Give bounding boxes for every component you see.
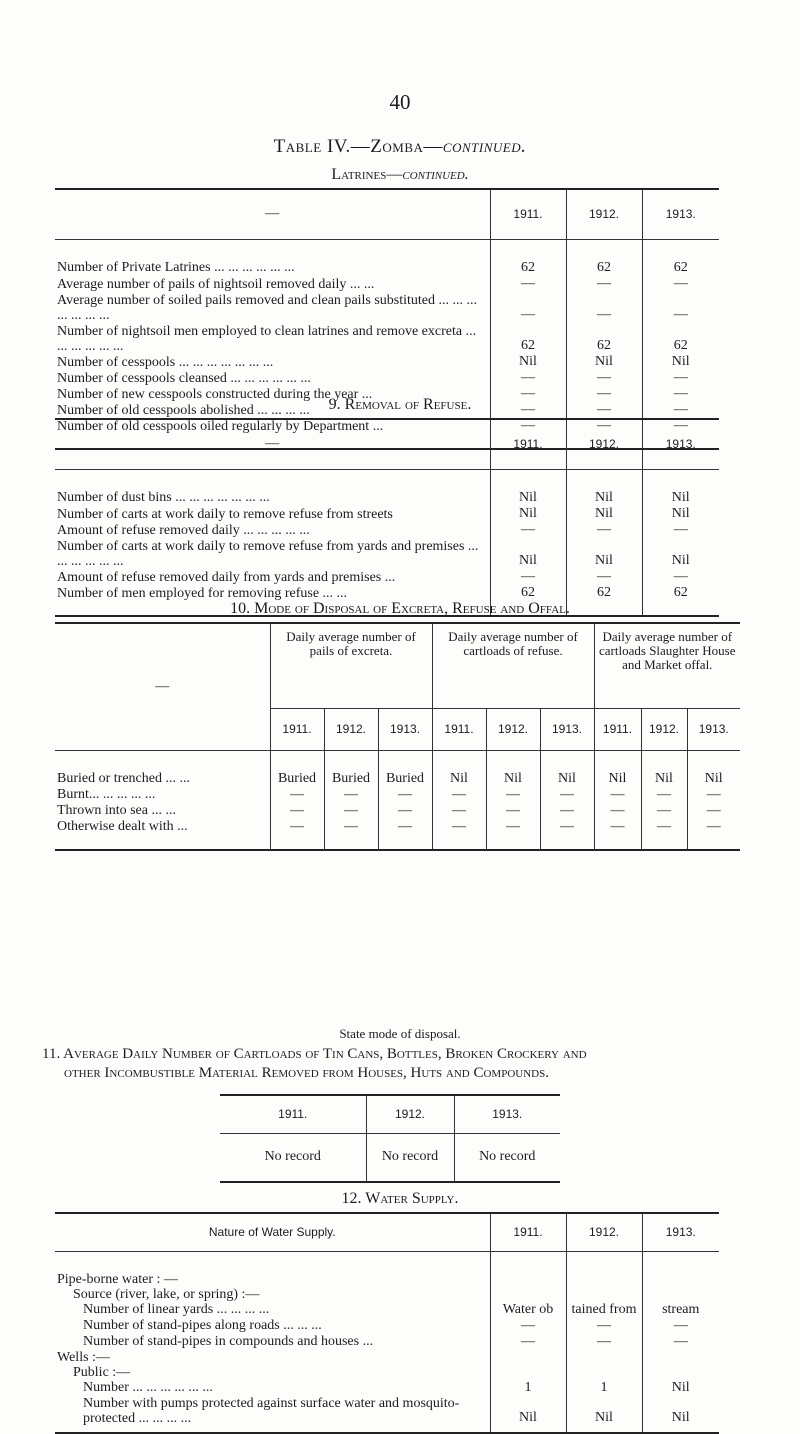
latrines-cell: — bbox=[673, 275, 688, 291]
latrines-row-label: Number of new cesspools constructed during the year ... bbox=[55, 386, 490, 402]
disposal-cell: — bbox=[378, 803, 432, 819]
water-cell bbox=[566, 1350, 642, 1365]
water-cell bbox=[490, 1350, 566, 1365]
disposal-row bbox=[55, 819, 740, 850]
latrines-year-header: 1913. bbox=[665, 207, 696, 222]
refuse-row-label: Amount of refuse removed daily ... ... ... ... ... bbox=[55, 522, 490, 538]
disposal-cell: — bbox=[270, 787, 324, 803]
latrines-cell: — bbox=[566, 276, 642, 292]
latrines-cell: 62 bbox=[490, 239, 566, 276]
latrines-cell: — bbox=[490, 292, 566, 323]
disposal-row-label: Thrown into sea ... ... bbox=[55, 803, 270, 819]
latrines-row-label: Number of old cesspools abolished ... ... ... ... bbox=[55, 402, 490, 418]
disposal-year-header: 1912. bbox=[641, 708, 687, 750]
latrines-cell: 62 bbox=[566, 239, 642, 276]
water-cell: tained from bbox=[566, 1302, 642, 1318]
latrines-row-label: Number of nightsoil men employed to clean latrines and remove excreta ... ... ... ... ... ... bbox=[55, 323, 490, 354]
refuse-year-header: 1911. bbox=[490, 419, 566, 469]
disposal-cell: — bbox=[270, 803, 324, 819]
latrines-row bbox=[55, 276, 719, 292]
water-cell: stream bbox=[662, 1301, 700, 1317]
cartloads-value: No record bbox=[366, 1133, 454, 1182]
cartloads-year-header: 1911. bbox=[220, 1095, 366, 1133]
latrines-row-label: Number of cesspools cleansed ... ... ... ... ... ... bbox=[55, 370, 490, 386]
refuse-cell: — bbox=[490, 569, 566, 585]
disposal-cell: — bbox=[706, 818, 721, 834]
disposal-group-header: Daily average number of pails of excreta. bbox=[270, 623, 432, 708]
refuse-heading: 9. Removal of Refuse. bbox=[328, 396, 472, 413]
latrines-row-label: Average number of soiled pails removed and clean pails substituted ... ... ... ... ... ... ... bbox=[55, 292, 490, 323]
water-cell: — bbox=[566, 1334, 642, 1350]
latrines-row-label: Number of old cesspools oiled regularly by Department ... bbox=[55, 418, 490, 449]
water-row-label: Source (river, lake, or spring) :— bbox=[55, 1287, 490, 1302]
disposal-row bbox=[55, 787, 740, 803]
water-row-label: Number of linear yards ... ... ... ... bbox=[55, 1302, 490, 1318]
cartloads-table bbox=[220, 1094, 560, 1183]
disposal-table bbox=[55, 622, 740, 851]
refuse-year-header: 1913. bbox=[665, 437, 696, 452]
water-cell bbox=[642, 1251, 719, 1287]
disposal-cell: — bbox=[324, 787, 378, 803]
water-row-label: Number of stand-pipes along roads ... ... ... bbox=[55, 1318, 490, 1334]
latrines-cell: — bbox=[490, 418, 566, 449]
refuse-cell: — bbox=[673, 521, 688, 537]
refuse-table bbox=[55, 418, 719, 617]
table-title: Table IV.—Zomba—continued. bbox=[273, 136, 527, 157]
latrines-cell: — bbox=[490, 276, 566, 292]
latrines-row bbox=[55, 370, 719, 386]
water-row bbox=[55, 1287, 719, 1302]
disposal-cell: — bbox=[432, 803, 486, 819]
disposal-cell: — bbox=[486, 803, 540, 819]
refuse-cell: Nil bbox=[566, 469, 642, 506]
refuse-cell: Nil bbox=[490, 506, 566, 522]
latrines-cell: — bbox=[566, 386, 642, 402]
disposal-row-label: Otherwise dealt with ... bbox=[55, 819, 270, 850]
latrines-cell: 62 bbox=[673, 259, 688, 275]
disposal-cell: — bbox=[641, 819, 687, 850]
disposal-cell: — bbox=[641, 787, 687, 803]
refuse-row bbox=[55, 538, 719, 569]
latrines-cell: Nil bbox=[671, 353, 690, 369]
latrines-cell: — bbox=[673, 385, 688, 401]
disposal-cell: — bbox=[432, 819, 486, 850]
disposal-year-header: 1911. bbox=[432, 708, 486, 750]
refuse-cell: Nil bbox=[490, 469, 566, 506]
cartloads-year-header: 1912. bbox=[366, 1095, 454, 1133]
disposal-cell: — bbox=[378, 787, 432, 803]
latrines-cell: — bbox=[566, 402, 642, 418]
water-cell: Nil bbox=[566, 1396, 642, 1433]
disposal-cell: — bbox=[540, 787, 594, 803]
latrines-cell: — bbox=[673, 369, 688, 385]
refuse-row bbox=[55, 569, 719, 585]
cartloads-heading: 11. Average Daily Number of Cartloads of Tin Cans, Bottles, Broken Crockery and other Incombustible Material Removed from Houses, Huts and Compounds. bbox=[42, 1046, 587, 1081]
refuse-cell: 62 bbox=[566, 585, 642, 616]
latrines-row-label: Number of Private Latrines ... ... ... ... ... ... bbox=[55, 239, 490, 276]
water-cell: — bbox=[673, 1333, 688, 1349]
disposal-cell: Buried bbox=[324, 750, 378, 787]
water-cell: 1 bbox=[566, 1380, 642, 1396]
disposal-year-header: 1912. bbox=[486, 708, 540, 750]
disposal-note: State mode of disposal. bbox=[339, 1026, 461, 1041]
disposal-cell: — bbox=[706, 786, 721, 802]
latrines-corner: — bbox=[55, 189, 490, 239]
refuse-row bbox=[55, 469, 719, 506]
disposal-cell: Buried bbox=[270, 750, 324, 787]
disposal-cell: Nil bbox=[540, 750, 594, 787]
water-cell: — bbox=[490, 1334, 566, 1350]
disposal-year-header: 1911. bbox=[270, 708, 324, 750]
disposal-cell: — bbox=[540, 803, 594, 819]
water-cell bbox=[490, 1251, 566, 1287]
water-cell: — bbox=[566, 1318, 642, 1334]
latrines-cell: Nil bbox=[566, 354, 642, 370]
water-cell: Nil bbox=[490, 1396, 566, 1433]
water-cell bbox=[566, 1251, 642, 1287]
water-table bbox=[55, 1212, 719, 1434]
water-cell: Nil bbox=[671, 1379, 690, 1395]
refuse-row-label: Number of carts at work daily to remove refuse from yards and premises ... ... ... ... ... ... bbox=[55, 538, 490, 569]
refuse-year-header: 1912. bbox=[566, 419, 642, 469]
refuse-cell: Nil bbox=[566, 538, 642, 569]
disposal-group-header: Daily average number of cartloads Slaughter House and Market offal. bbox=[599, 629, 736, 672]
disposal-group-header: Daily average number of cartloads of refuse. bbox=[432, 623, 594, 708]
water-row-label: Pipe-borne water : — bbox=[55, 1251, 490, 1287]
water-nature-header: Nature of Water Supply. bbox=[55, 1213, 490, 1251]
refuse-row-label: Number of carts at work daily to remove refuse from streets bbox=[55, 506, 490, 522]
latrines-cell: 62 bbox=[490, 323, 566, 354]
disposal-cell: — bbox=[594, 803, 641, 819]
water-cell bbox=[642, 1287, 719, 1302]
refuse-cell: 62 bbox=[673, 584, 688, 600]
latrines-row bbox=[55, 292, 719, 323]
disposal-cell: — bbox=[594, 787, 641, 803]
latrines-cell: 62 bbox=[673, 337, 688, 353]
water-year-header: 1911. bbox=[490, 1213, 566, 1251]
latrines-cell: — bbox=[566, 418, 642, 449]
refuse-row-label: Number of men employed for removing refuse ... ... bbox=[55, 585, 490, 616]
refuse-cell: — bbox=[490, 522, 566, 538]
water-row bbox=[55, 1350, 719, 1365]
latrines-row bbox=[55, 239, 719, 276]
latrines-row-label: Number of cesspools ... ... ... ... ... ... ... bbox=[55, 354, 490, 370]
water-year-header: 1913. bbox=[665, 1225, 696, 1240]
water-cell bbox=[490, 1287, 566, 1302]
disposal-cell: — bbox=[594, 819, 641, 850]
refuse-cell: Nil bbox=[671, 552, 690, 568]
water-row bbox=[55, 1365, 719, 1380]
latrines-cell: — bbox=[566, 292, 642, 323]
water-cell bbox=[490, 1365, 566, 1380]
latrines-cell: — bbox=[490, 386, 566, 402]
disposal-cell: Nil bbox=[704, 770, 723, 786]
disposal-cell: — bbox=[486, 819, 540, 850]
latrines-year-header: 1912. bbox=[566, 189, 642, 239]
disposal-cell: — bbox=[324, 819, 378, 850]
disposal-cell: — bbox=[706, 802, 721, 818]
cartloads-value: No record bbox=[479, 1149, 536, 1165]
disposal-row bbox=[55, 750, 740, 787]
water-row bbox=[55, 1380, 719, 1396]
disposal-cell: — bbox=[270, 819, 324, 850]
latrines-cell: — bbox=[490, 402, 566, 418]
water-cell: Nil bbox=[671, 1409, 690, 1425]
latrines-cell: — bbox=[566, 370, 642, 386]
refuse-row bbox=[55, 522, 719, 538]
disposal-year-header: 1911. bbox=[594, 708, 641, 750]
refuse-row-label: Number of dust bins ... ... ... ... ... ... ... bbox=[55, 469, 490, 506]
disposal-cell: Nil bbox=[641, 750, 687, 787]
disposal-cell: — bbox=[540, 819, 594, 850]
latrines-cell: — bbox=[673, 306, 688, 322]
latrines-row bbox=[55, 323, 719, 354]
water-cell: — bbox=[490, 1318, 566, 1334]
water-row bbox=[55, 1302, 719, 1318]
water-heading: 12. Water Supply. bbox=[341, 1190, 459, 1207]
refuse-row bbox=[55, 506, 719, 522]
latrines-cell: — bbox=[673, 401, 688, 417]
water-row-label: Number of stand-pipes in compounds and houses ... bbox=[55, 1334, 490, 1350]
latrines-cell: — bbox=[673, 417, 688, 433]
water-year-header: 1912. bbox=[566, 1213, 642, 1251]
disposal-corner: — bbox=[55, 623, 270, 750]
refuse-cell: Nil bbox=[671, 505, 690, 521]
cartloads-value: No record bbox=[220, 1133, 366, 1182]
disposal-year-header: 1912. bbox=[324, 708, 378, 750]
refuse-corner: — bbox=[55, 419, 490, 469]
water-cell bbox=[642, 1350, 719, 1365]
latrines-cell: — bbox=[490, 370, 566, 386]
disposal-year-header: 1913. bbox=[698, 722, 729, 736]
water-row-label: Number with pumps protected against surface water and mosquito-protected ... ... ... ... bbox=[55, 1396, 490, 1433]
water-row bbox=[55, 1318, 719, 1334]
latrines-cell: 62 bbox=[566, 323, 642, 354]
refuse-cell: — bbox=[673, 568, 688, 584]
disposal-cell: — bbox=[641, 803, 687, 819]
disposal-row-label: Burnt... ... ... ... ... bbox=[55, 787, 270, 803]
disposal-cell: Nil bbox=[432, 750, 486, 787]
disposal-cell: — bbox=[324, 803, 378, 819]
refuse-cell: — bbox=[566, 569, 642, 585]
disposal-year-header: 1913. bbox=[378, 708, 432, 750]
disposal-cell: Buried bbox=[378, 750, 432, 787]
refuse-cell: 62 bbox=[490, 585, 566, 616]
latrines-year-header: 1911. bbox=[490, 189, 566, 239]
disposal-heading: 10. Mode of Disposal of Excreta, Refuse and Offal. bbox=[230, 600, 570, 617]
water-row-label: Number ... ... ... ... ... ... bbox=[55, 1380, 490, 1396]
refuse-cell: Nil bbox=[671, 489, 690, 505]
water-cell: Water ob bbox=[490, 1302, 566, 1318]
refuse-row-label: Amount of refuse removed daily from yards and premises ... bbox=[55, 569, 490, 585]
water-cell: — bbox=[673, 1317, 688, 1333]
water-row bbox=[55, 1396, 719, 1433]
water-cell bbox=[642, 1365, 719, 1380]
refuse-cell: Nil bbox=[490, 538, 566, 569]
latrines-heading: Latrines—continued. bbox=[331, 166, 469, 183]
latrines-row bbox=[55, 354, 719, 370]
water-row bbox=[55, 1251, 719, 1287]
water-row-label: Public :— bbox=[55, 1365, 490, 1380]
disposal-cell: — bbox=[432, 787, 486, 803]
latrines-row-label: Average number of pails of nightsoil removed daily ... ... bbox=[55, 276, 490, 292]
disposal-cell: — bbox=[378, 819, 432, 850]
disposal-cell: — bbox=[486, 787, 540, 803]
water-cell bbox=[566, 1287, 642, 1302]
disposal-row-label: Buried or trenched ... ... bbox=[55, 750, 270, 787]
refuse-cell: Nil bbox=[566, 506, 642, 522]
water-cell: 1 bbox=[490, 1380, 566, 1396]
latrines-cell: Nil bbox=[490, 354, 566, 370]
disposal-year-header: 1913. bbox=[540, 708, 594, 750]
disposal-cell: Nil bbox=[486, 750, 540, 787]
refuse-cell: — bbox=[566, 522, 642, 538]
water-row-label: Wells :— bbox=[55, 1350, 490, 1365]
disposal-row bbox=[55, 803, 740, 819]
cartloads-year-header: 1913. bbox=[492, 1107, 523, 1122]
disposal-cell: Nil bbox=[594, 750, 641, 787]
water-cell bbox=[566, 1365, 642, 1380]
page-number: 40 bbox=[389, 90, 411, 114]
